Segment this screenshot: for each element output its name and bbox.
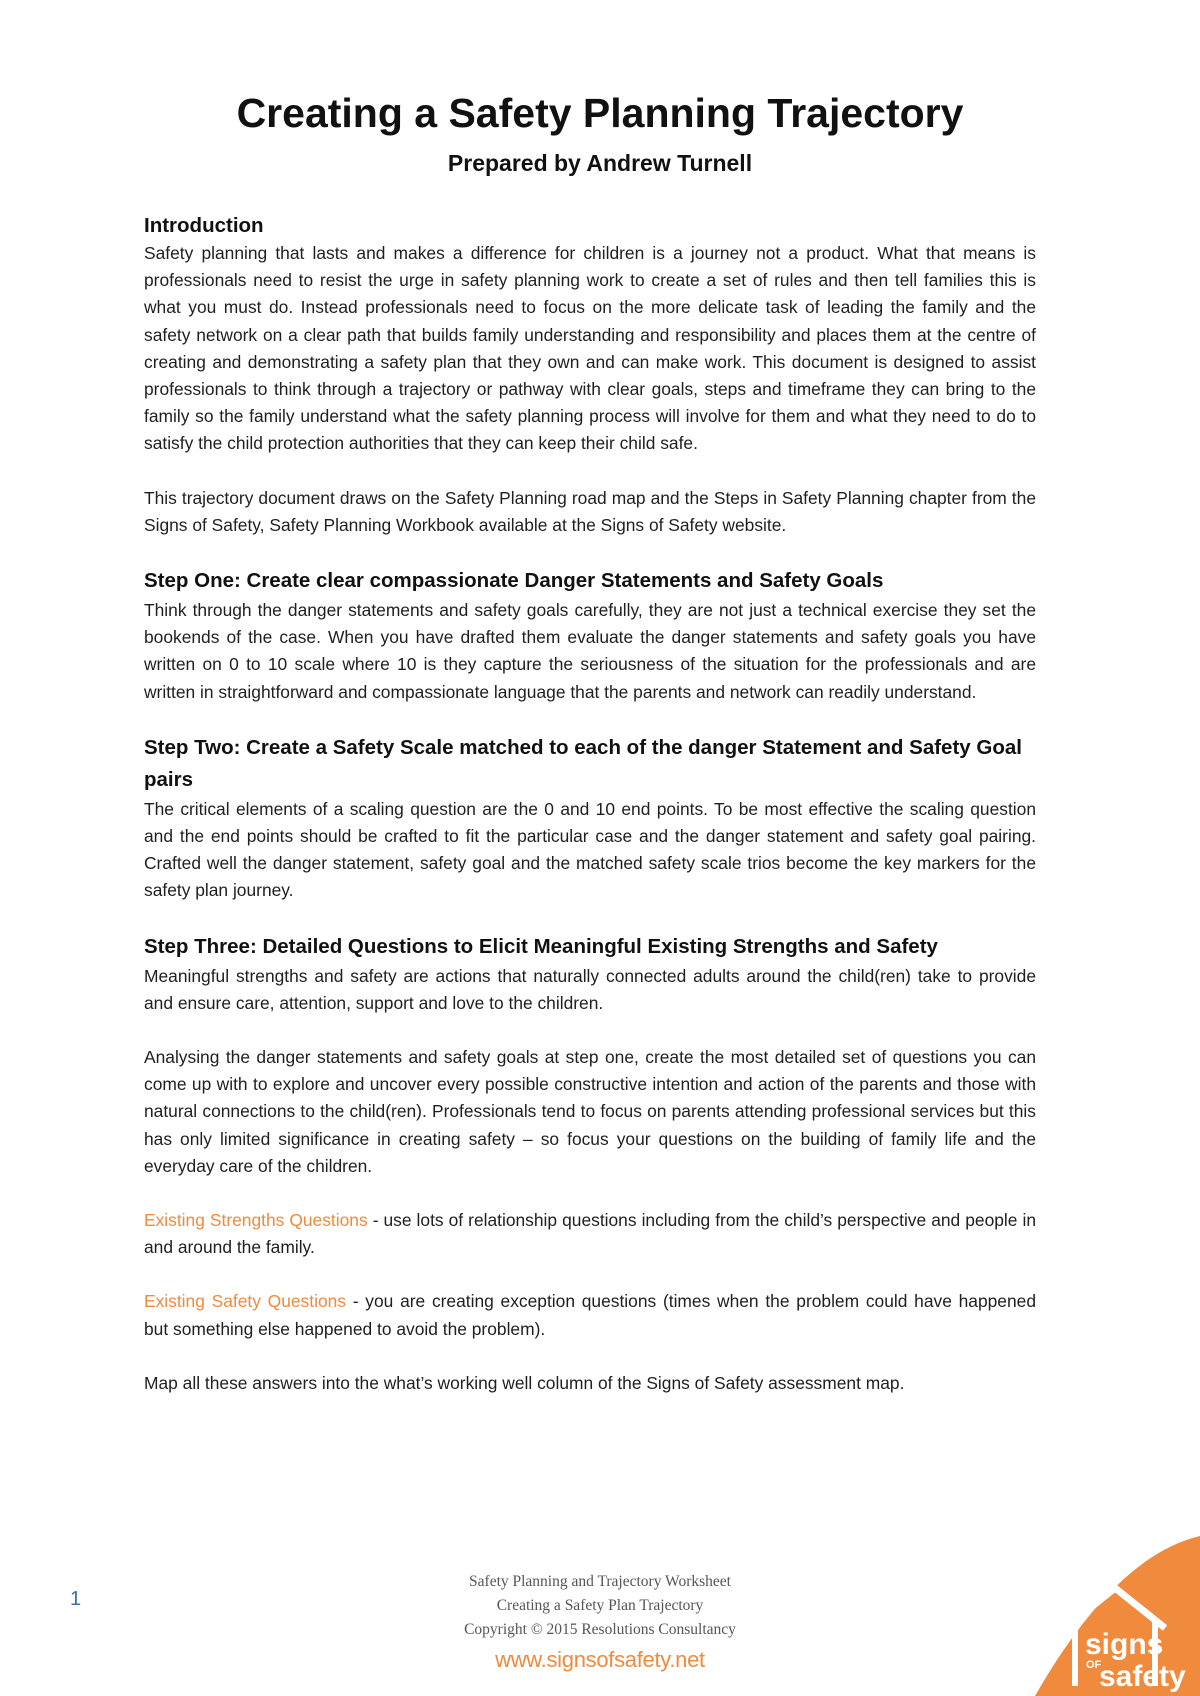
logo-text-safety: safety — [1099, 1660, 1186, 1693]
introduction-paragraph-2: This trajectory document draws on the Safety Planning road map and the Steps in Safety Planning chapter from the Signs of Safety, Safety Planning Workbook available at the Signs of Safety website. — [144, 487, 1036, 535]
document-title: Creating a Safety Planning Trajectory — [236, 90, 964, 136]
step-three-paragraph-3: Map all these answers into the what’s working well column of the Signs of Safety assessment map. — [144, 1372, 905, 1393]
logo-text-of: OF — [1086, 1659, 1102, 1671]
introduction-paragraph-1: Safety planning that lasts and makes a difference for children is a journey not a product. What that means is professionals need to resist the urge in safety planning work to create a set of rules and then tell families this is what you must do. Instead professionals need to focus on the more delicate task of leading the family and the safety network on a clear path that builds family understanding and responsibility and places them at the centre of creating and demonstrating a safety plan that they own and can make work. This document is designed to assist professionals to think through a trajectory or pathway with clear goals, steps and timeframe they can bring to the family so the family understand what the safety planning process will involve for them and what they need to do to satisfy the child protection authorities that they can keep their child safe. — [144, 243, 1036, 454]
existing-strengths-paragraph — [144, 1207, 1036, 1261]
existing-strengths-text: - use lots of relationship questions including from the child’s perspective and people in and around the family. — [144, 1210, 1036, 1258]
document-body — [144, 212, 1036, 1397]
step-three-paragraph-1: Meaningful strengths and safety are actions that naturally connected adults around the child(ren) take to provide and ensure care, attention, support and love to the children. — [144, 965, 1036, 1013]
footer-website-link[interactable]: www.signsofsafety.net — [495, 1647, 705, 1672]
document-subtitle: Prepared by Andrew Turnell — [447, 150, 753, 176]
step-three-heading: Step Three: Detailed Questions to Elicit Meaningful Existing Strengths and Safety — [144, 934, 938, 958]
existing-safety-paragraph — [144, 1288, 1036, 1342]
signs-of-safety-logo — [995, 1536, 1200, 1696]
footer-line-3: Copyright © 2015 Resolutions Consultancy — [464, 1621, 736, 1638]
footer-line-1: Safety Planning and Trajectory Worksheet — [469, 1573, 731, 1590]
existing-safety-label: Existing Safety Questions — [144, 1291, 346, 1312]
page-number: 1 — [70, 1588, 82, 1610]
existing-strengths-label: Existing Strengths Questions — [144, 1210, 368, 1231]
introduction-heading: Introduction — [144, 214, 264, 237]
step-one-paragraph: Think through the danger statements and safety goals carefully, they are not just a technical exercise they set the bookends of the case. When you have drafted them evaluate the danger statements and safety goals you have written on 0 to 10 scale where 10 is they capture the seriousness of the situation for the professionals and are written in straightforward and compassionate language that the parents and network can readily understand. — [144, 600, 1036, 702]
step-three-paragraph-2: Analysing the danger statements and safety goals at step one, create the most detailed set of questions you can come up with to explore and uncover every possible constructive intention and action of the parents and those with natural connections to the child(ren). Professionals tend to focus on parents attending professional services but this has only limited significance in creating safety – so focus your questions on the building of family life and the everyday care of the children. — [144, 1047, 1036, 1176]
footer-line-2: Creating a Safety Plan Trajectory — [496, 1597, 704, 1614]
step-one-heading: Step One: Create clear compassionate Danger Statements and Safety Goals — [144, 569, 884, 593]
logo-text-signs: signs — [1085, 1628, 1164, 1661]
step-two-heading: Step Two: Create a Safety Scale matched to each of the danger Statement and Safety Goal pairs — [144, 735, 1022, 791]
step-two-paragraph: The critical elements of a scaling question are the 0 and 10 end points. To be most effective the scaling question and the end points should be crafted to fit the particular case and the danger statement and safety goal pairing. Crafted well the danger statement, safety goal and the matched safety scale trios become the key markers for the safety plan journey. — [144, 798, 1036, 901]
existing-safety-text: - you are creating exception questions (times when the problem could have happened but something else happened to avoid the problem). — [144, 1291, 1036, 1339]
